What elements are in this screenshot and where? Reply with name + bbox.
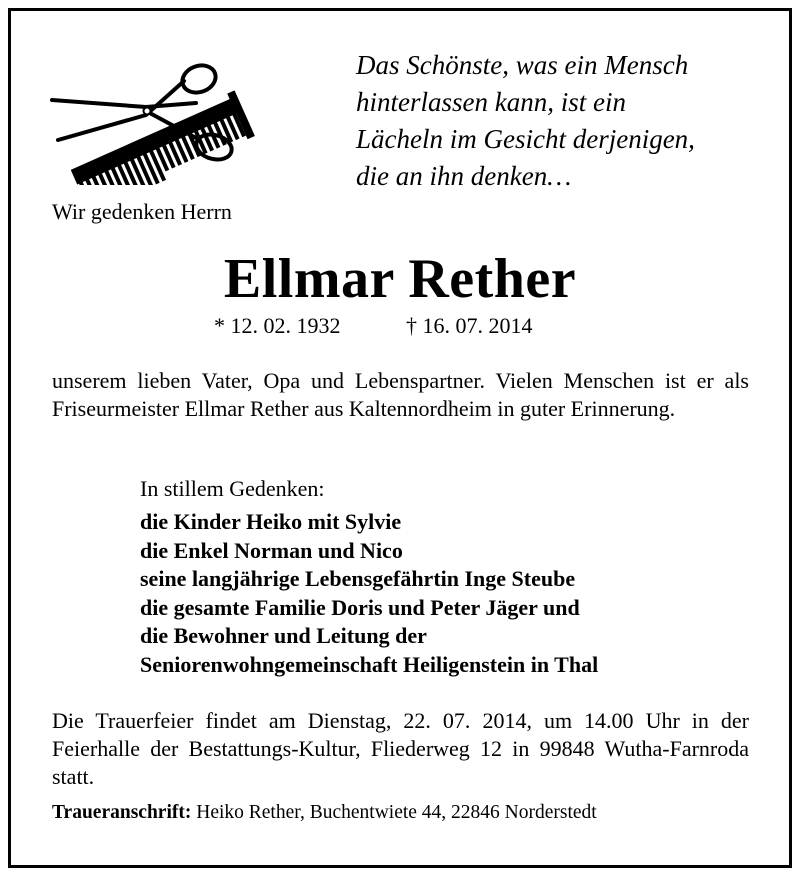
funeral-paragraph: Die Trauerfeier findet am Dienstag, 22. 07. 2014, um 14.00 Uhr in der Feierhalle der Bestattungs-Kultur, Fliederweg 12 in 99848 Wutha-Farnroda statt. — [52, 708, 749, 789]
mourner-line: die Bewohner und Leitung der — [140, 623, 427, 648]
mourner-line: Seniorenwohngemeinschaft Heiligenstein in Thal — [140, 651, 599, 677]
quote-line: die an ihn denken… — [356, 161, 572, 191]
mourners-intro: In stillem Gedenken: — [140, 476, 325, 501]
memorial-quote — [356, 47, 776, 195]
mourning-address — [52, 802, 597, 824]
birth-date: * 12. 02. 1932 — [214, 313, 341, 338]
mourner-line: seine langjährige Lebensgefährtin Inge Steube — [140, 566, 576, 591]
address-label: Traueranschrift: — [52, 802, 192, 823]
address-text: Heiko Rether, Buchentwiete 44, 22846 Norderstedt — [196, 802, 597, 823]
quote-line: Lächeln im Gesicht derjenigen, — [356, 124, 695, 154]
scissors-and-comb-icon — [46, 55, 258, 185]
mourner-line: die Kinder Heiko mit Sylvie — [140, 509, 402, 534]
mourner-line: die gesamte Familie Doris und Peter Jäger und — [140, 594, 580, 620]
mourners-list — [140, 508, 598, 679]
intro-text: Wir gedenken Herrn — [52, 199, 232, 224]
deceased-name: Ellmar Rether — [223, 248, 577, 310]
quote-line: hinterlassen kann, ist ein — [356, 87, 626, 117]
quote-line: Das Schönste, was ein Mensch — [356, 50, 689, 80]
death-date: † 16. 07. 2014 — [406, 313, 533, 338]
description-paragraph: unserem lieben Vater, Opa und Lebenspartner. Vielen Menschen ist er als Friseurmeister Ellmar Rether aus Kaltennordheim in guter Erinnerung. — [52, 368, 749, 421]
life-dates — [214, 313, 533, 339]
mourner-line: die Enkel Norman und Nico — [140, 537, 403, 563]
